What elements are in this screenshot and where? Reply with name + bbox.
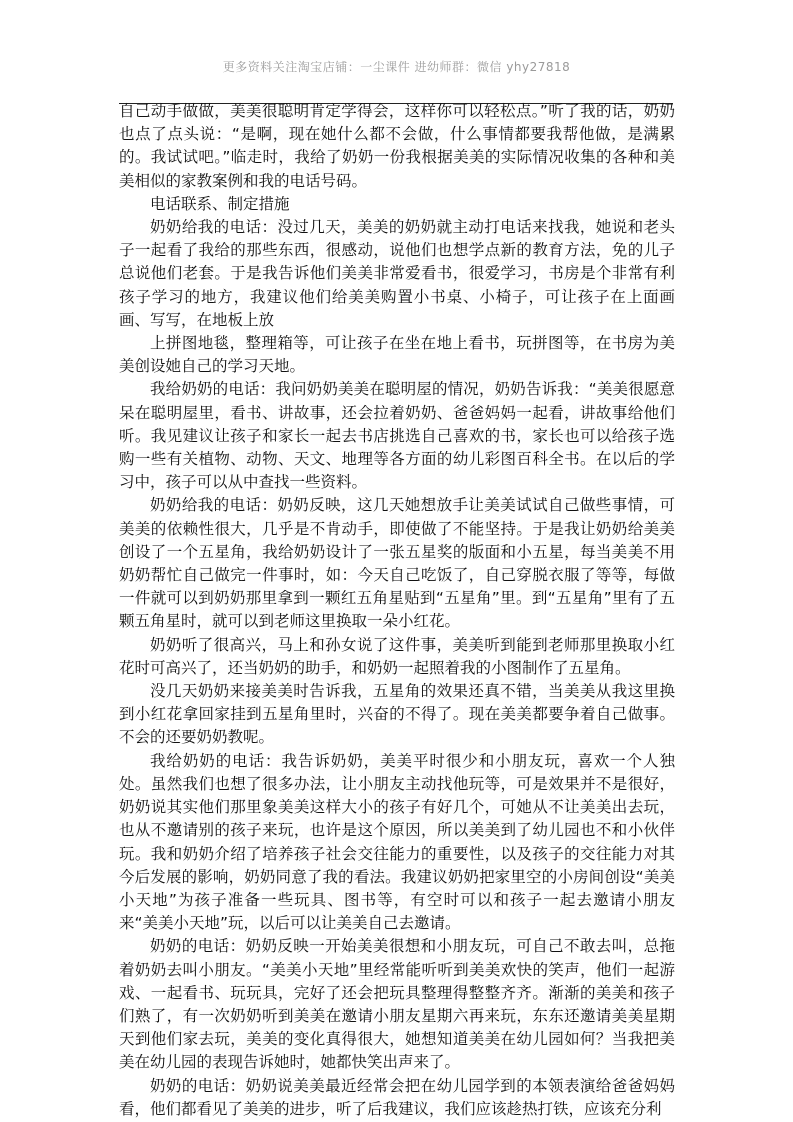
paragraph: 没几天奶奶来接美美时告诉我，五星角的效果还真不错，当美美从我这里换到小红花拿回家挂到五星角里时，兴奋的不得了。现在美美都要争着自己做事。不会的还要奶奶教呢。 [119, 682, 675, 747]
paragraph: 奶奶的电话：奶奶说美美最近经常会把在幼儿园学到的本领表演给爸爸妈妈看，他们都看见了美美的进步，听了后我建议，我们应该趁热打铁，应该充分利 [119, 1076, 675, 1118]
paragraph: 奶奶给我的电话：奶奶反映，这几天她想放手让美美试试自己做些事情，可美美的依赖性很大，几乎是不肯动手，即使做了不能坚持。于是我让奶奶给美美创设了一个五星角，我给奶奶设计了一张五星奖的版面和小五星，每当美美不用奶奶帮忙自己做完一件事时，如：今天自己吃饭了，自己穿脱衣服了等等，每做一件就可以到奶奶那里拿到一颗红五角星贴到“五星角”里。到“五星角”里有了五颗五角星时，就可以到老师这里换取一朵小红花。 [119, 496, 675, 631]
page-header: 更多资料关注淘宝店铺：一尘课件 进幼师群：微信 yhy27818 [222, 60, 571, 74]
paragraph: 我给奶奶的电话：我问奶奶美美在聪明屋的情况，奶奶告诉我：“美美很愿意呆在聪明屋里，看书、讲故事，还会拉着奶奶、爸爸妈妈一起看，讲故事给他们听。我见建议让孩子和家长一起去书店挑选自己喜欢的书，家长也可以给孩子选购一些有关植物、动物、天文、地理等各方面的幼儿彩图百科全书。在以后的学习中，孩子可以从中查找一些资料。 [119, 380, 675, 492]
paragraph: 自己动手做做，美美很聪明肯定学得会，这样你可以轻松点。”听了我的话，奶奶也点了点头说：“是啊，现在她什么都不会做，什么事情都要我帮他做，是满累的。我试试吧。”临走时，我给了奶奶一份我根据美美的实际情况收集的各种和美美相似的家教案例和我的电话号码。 [119, 102, 675, 190]
section-heading: 电话联系、制定措施 [150, 194, 290, 213]
paragraph: 奶奶给我的电话：没过几天，美美的奶奶就主动打电话来找我，她说和老头子一起看了我给的那些东西，很感动，说他们也想学点新的教育方法，免的儿子总说他们老套。于是我告诉他们美美非常爱看书，很爱学习，书房是个非常有利孩子学习的地方，我建议他们给美美购置小书桌、小椅子，可让孩子在上面画画、写写，在地板上放 [119, 218, 675, 329]
paragraph: 奶奶的电话：奶奶反映一开始美美很想和小朋友玩，可自己不敢去叫，总拖着奶奶去叫小朋友。“美美小天地”里经常能听听到美美欢快的笑声，他们一起游戏、一起看书、玩玩具，完好了还会把玩具整理得整整齐齐。渐渐的美美和孩子们熟了，有一次奶奶听到美美在邀请小朋友星期六再来玩，东东还邀请美美星期天到他们家去玩，美美的变化真得很大，她想知道美美在幼儿园如何？当我把美美在幼儿园的表现告诉她时，她都快笑出声来了。 [119, 937, 675, 1072]
document-body [119, 100, 675, 1121]
paragraph: 我给奶奶的电话：我告诉奶奶，美美平时很少和小朋友玩，喜欢一个人独处。虽然我们也想了很多办法，让小朋友主动找他玩等，可是效果并不是很好，奶奶说其实他们那里象美美这样大小的孩子有好几个，可她从不让美美出去玩，也从不邀请别的孩子来玩，也许是这个原因，所以美美到了幼儿园也不和小伙伴玩。我和奶奶介绍了培养孩子社会交往能力的重要性，以及孩子的交往能力对其今后发展的影响，奶奶同意了我的看法。我建议奶奶把家里空的小房间创设“美美小天地”为孩子准备一些玩具、图书等，有空时可以和孩子一起去邀请小朋友来“美美小天地”玩，以后可以让美美自己去邀请。 [119, 751, 675, 933]
paragraph: 奶奶听了很高兴，马上和孙女说了这件事，美美听到能到老师那里换取小红花时可高兴了，还当奶奶的助手，和奶奶一起照着我的小图制作了五星角。 [119, 635, 675, 677]
paragraph: 上拼图地毯，整理箱等，可让孩子在坐在地上看书，玩拼图等，在书房为美美创设她自己的学习天地。 [119, 334, 675, 376]
